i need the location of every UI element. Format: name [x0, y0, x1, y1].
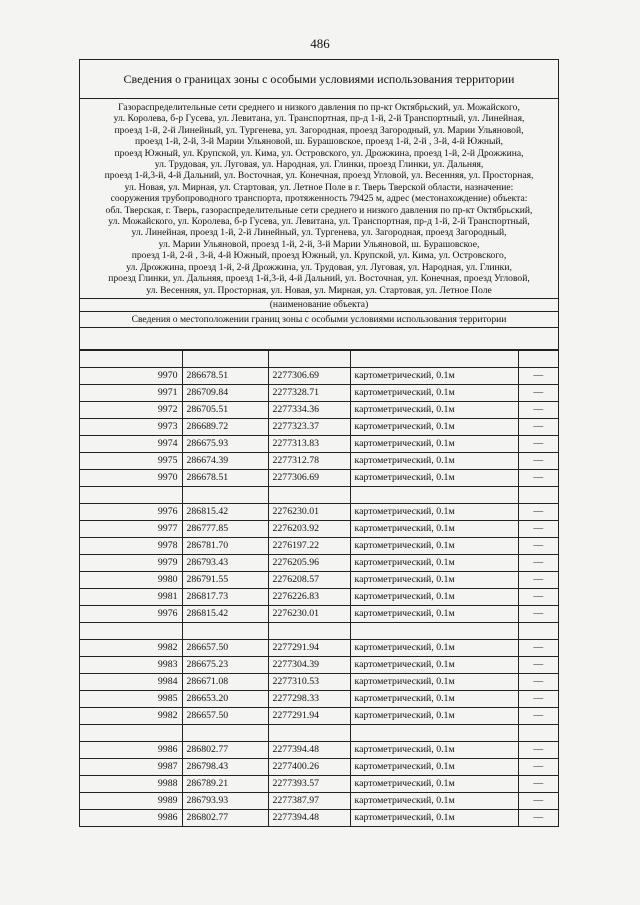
y-coordinate: 2276203.92: [268, 520, 350, 537]
x-coordinate: 286793.93: [182, 792, 268, 809]
method-cell: картометрический, 0.1м: [350, 520, 518, 537]
method-cell: картометрический, 0.1м: [350, 690, 518, 707]
point-number: 9981: [80, 588, 182, 605]
point-number: 9983: [80, 656, 182, 673]
table-row: [80, 435, 558, 452]
description-line: ул. Можайского, ул. Королева, б-р Гусева, ул. Левитана, ул. Транспортная, пр-д 1-й, 2-й Транспортный,: [108, 216, 530, 228]
x-coordinate: 286709.84: [182, 384, 268, 401]
empty-cell: [182, 622, 268, 639]
point-number: 9975: [80, 452, 182, 469]
point-number: 9979: [80, 554, 182, 571]
dash-cell: —: [518, 758, 558, 775]
dash-cell: —: [518, 690, 558, 707]
point-number: 9973: [80, 418, 182, 435]
object-name-caption: (наименование объекта): [80, 299, 558, 312]
dash-cell: —: [518, 588, 558, 605]
dash-cell: —: [518, 418, 558, 435]
y-coordinate: 2277328.71: [268, 384, 350, 401]
description-line: ул. Новая, ул. Мирная, ул. Стартовая, ул. Летное Поле в г. Тверь Тверской области, назначение:: [124, 181, 514, 193]
x-coordinate: 286798.43: [182, 758, 268, 775]
y-coordinate: 2277323.37: [268, 418, 350, 435]
empty-cell: [80, 622, 182, 639]
y-coordinate: 2277387.97: [268, 792, 350, 809]
method-cell: картометрический, 0.1м: [350, 656, 518, 673]
method-cell: картометрический, 0.1м: [350, 384, 518, 401]
dash-cell: —: [518, 554, 558, 571]
x-coordinate: 286791.55: [182, 571, 268, 588]
y-coordinate: 2277334.36: [268, 401, 350, 418]
description-line: ул. Трудовая, ул. Луговая, ул. Народная, ул. Глинки, проезд Глинки, ул. Дальняя,: [154, 159, 484, 171]
table-row: [80, 554, 558, 571]
point-number: 9985: [80, 690, 182, 707]
table-row: [80, 367, 558, 384]
dash-cell: —: [518, 537, 558, 554]
table-row: [80, 571, 558, 588]
description-line: проезд 1-й, 2-й, 3-й Марии Ульяновой, ш. Бурашовское, проезд 1-й, 2-й , 3-й, 4-й Южный,: [134, 136, 504, 148]
point-number: 9987: [80, 758, 182, 775]
header-spacer: [80, 328, 558, 350]
y-coordinate: 2277291.94: [268, 639, 350, 656]
point-number: 9974: [80, 435, 182, 452]
table-row: [80, 503, 558, 520]
dash-cell: —: [518, 656, 558, 673]
dash-cell: —: [518, 809, 558, 826]
method-cell: картометрический, 0.1м: [350, 537, 518, 554]
x-coordinate: 286675.23: [182, 656, 268, 673]
form-title: Сведения о границах зоны с особыми условиями использования территории: [80, 60, 558, 99]
location-caption: Сведения о местоположении границ зоны с особыми условиями использования территории: [80, 312, 558, 328]
method-cell: картометрический, 0.1м: [350, 639, 518, 656]
y-coordinate: 2276205.96: [268, 554, 350, 571]
x-coordinate: 286802.77: [182, 741, 268, 758]
empty-cell: [350, 724, 518, 741]
dash-cell: —: [518, 401, 558, 418]
method-cell: картометрический, 0.1м: [350, 792, 518, 809]
dash-cell: —: [518, 384, 558, 401]
blank-row: [80, 350, 558, 367]
dash-cell: —: [518, 741, 558, 758]
table-row: [80, 673, 558, 690]
empty-cell: [182, 724, 268, 741]
x-coordinate: 286678.51: [182, 469, 268, 486]
table-row: [80, 741, 558, 758]
description-line: ул. Дрожжина, проезд 1-й, 2-й Дрожжина, ул. Трудовая, ул. Луговая, ул. Народная, ул. Глинки,: [126, 261, 512, 273]
method-cell: картометрический, 0.1м: [350, 401, 518, 418]
empty-cell: [350, 486, 518, 503]
table-row: [80, 452, 558, 469]
description-line: проезд Южный, ул. Крупской, ул. Кима, ул. Островского, ул. Дрожжина, проезд 1-й, 2-й Дрожжина,: [114, 147, 524, 159]
method-cell: картометрический, 0.1м: [350, 707, 518, 724]
description-line: ул. Линейная, проезд 1-й, 2-й Линейный, ул. Тургенева, ул. Загородная, проезд Загородный,: [131, 227, 507, 239]
table-row: [80, 690, 558, 707]
x-coordinate: 286689.72: [182, 418, 268, 435]
description-line: Газораспределительные сети среднего и низкого давления по пр-кт Октябрьский, ул. Можайского,: [118, 102, 520, 113]
page-number: 486: [310, 36, 330, 51]
description-line: проезд 1-й, 2-й Линейный, ул. Тургенева, ул. Загородная, проезд Загородный, ул. Марии Ульяновой,: [114, 124, 524, 136]
dash-cell: —: [518, 639, 558, 656]
x-coordinate: 286705.51: [182, 401, 268, 418]
x-coordinate: 286653.20: [182, 690, 268, 707]
method-cell: картометрический, 0.1м: [350, 605, 518, 622]
empty-cell: [182, 350, 268, 367]
method-cell: картометрический, 0.1м: [350, 775, 518, 792]
x-coordinate: 286815.42: [182, 503, 268, 520]
table-row: [80, 775, 558, 792]
empty-cell: [518, 724, 558, 741]
y-coordinate: 2277312.78: [268, 452, 350, 469]
x-coordinate: 286678.51: [182, 367, 268, 384]
point-number: 9976: [80, 605, 182, 622]
empty-cell: [80, 486, 182, 503]
table-row: [80, 401, 558, 418]
empty-cell: [518, 622, 558, 639]
dash-cell: —: [518, 367, 558, 384]
empty-cell: [80, 350, 182, 367]
x-coordinate: 286675.93: [182, 435, 268, 452]
empty-cell: [268, 724, 350, 741]
y-coordinate: 2276208.57: [268, 571, 350, 588]
dash-cell: —: [518, 792, 558, 809]
description-line: ул. Весенняя, ул. Просторная, ул. Новая, ул. Мирная, ул. Стартовая, ул. Летное Поле: [146, 284, 492, 296]
description-line: проезд Глинки, ул. Дальняя, проезд 1-й,3-й, 4-й Дальний, ул. Восточная, ул. Конечная, проезд Угловой,: [108, 273, 530, 285]
coordinates-table: [80, 350, 558, 827]
x-coordinate: 286793.43: [182, 554, 268, 571]
point-number: 9972: [80, 401, 182, 418]
x-coordinate: 286657.50: [182, 639, 268, 656]
point-number: 9982: [80, 707, 182, 724]
y-coordinate: 2277394.48: [268, 809, 350, 826]
dash-cell: —: [518, 452, 558, 469]
table-row: [80, 469, 558, 486]
table-row: [80, 758, 558, 775]
x-coordinate: 286815.42: [182, 605, 268, 622]
y-coordinate: 2277393.57: [268, 775, 350, 792]
method-cell: картометрический, 0.1м: [350, 571, 518, 588]
dash-cell: —: [518, 707, 558, 724]
method-cell: картометрический, 0.1м: [350, 435, 518, 452]
table-row: [80, 707, 558, 724]
table-row: [80, 537, 558, 554]
empty-cell: [268, 622, 350, 639]
point-number: 9970: [80, 469, 182, 486]
y-coordinate: 2277306.69: [268, 367, 350, 384]
method-cell: картометрический, 0.1м: [350, 554, 518, 571]
empty-cell: [80, 724, 182, 741]
dash-cell: —: [518, 673, 558, 690]
y-coordinate: 2277313.83: [268, 435, 350, 452]
dash-cell: —: [518, 571, 558, 588]
point-number: 9971: [80, 384, 182, 401]
table-row: [80, 656, 558, 673]
blank-row: [80, 622, 558, 639]
y-coordinate: 2276230.01: [268, 605, 350, 622]
table-row: [80, 639, 558, 656]
y-coordinate: 2277304.39: [268, 656, 350, 673]
table-row: [80, 520, 558, 537]
method-cell: картометрический, 0.1м: [350, 503, 518, 520]
zone-boundary-form: [79, 59, 559, 827]
y-coordinate: 2277394.48: [268, 741, 350, 758]
method-cell: картометрический, 0.1м: [350, 673, 518, 690]
point-number: 9986: [80, 741, 182, 758]
table-row: [80, 792, 558, 809]
empty-cell: [350, 622, 518, 639]
x-coordinate: 286777.85: [182, 520, 268, 537]
empty-cell: [518, 486, 558, 503]
empty-cell: [518, 350, 558, 367]
dash-cell: —: [518, 605, 558, 622]
table-row: [80, 588, 558, 605]
point-number: 9986: [80, 809, 182, 826]
point-number: 9984: [80, 673, 182, 690]
object-description: [80, 99, 558, 299]
point-number: 9982: [80, 639, 182, 656]
x-coordinate: 286674.39: [182, 452, 268, 469]
y-coordinate: 2277298.33: [268, 690, 350, 707]
y-coordinate: 2276230.01: [268, 503, 350, 520]
method-cell: картометрический, 0.1м: [350, 452, 518, 469]
x-coordinate: 286781.70: [182, 537, 268, 554]
table-row: [80, 384, 558, 401]
dash-cell: —: [518, 469, 558, 486]
point-number: 9976: [80, 503, 182, 520]
empty-cell: [182, 486, 268, 503]
y-coordinate: 2277310.53: [268, 673, 350, 690]
table-row: [80, 418, 558, 435]
x-coordinate: 286802.77: [182, 809, 268, 826]
point-number: 9977: [80, 520, 182, 537]
blank-row: [80, 486, 558, 503]
description-line: обл. Тверская, г. Тверь, газораспределительные сети среднего и низкого давления по пр-кт Октябрьский,: [105, 204, 533, 216]
y-coordinate: 2277400.26: [268, 758, 350, 775]
method-cell: картометрический, 0.1м: [350, 418, 518, 435]
description-line: ул. Марии Ульяновой, проезд 1-й, 2-й, 3-й Марии Ульяновой, ш. Бурашовское,: [158, 238, 480, 250]
table-row: [80, 605, 558, 622]
x-coordinate: 286789.21: [182, 775, 268, 792]
empty-cell: [350, 350, 518, 367]
point-number: 9978: [80, 537, 182, 554]
method-cell: картометрический, 0.1м: [350, 469, 518, 486]
method-cell: картометрический, 0.1м: [350, 367, 518, 384]
dash-cell: —: [518, 520, 558, 537]
empty-cell: [268, 350, 350, 367]
method-cell: картометрический, 0.1м: [350, 809, 518, 826]
empty-cell: [268, 486, 350, 503]
description-line: ул. Королева, б-р Гусева, ул. Левитана, ул. Транспортная, пр-д 1-й, 2-й Транспортный, ул. Линейная,: [113, 113, 525, 125]
point-number: 9988: [80, 775, 182, 792]
point-number: 9980: [80, 571, 182, 588]
dash-cell: —: [518, 775, 558, 792]
point-number: 9970: [80, 367, 182, 384]
x-coordinate: 286671.08: [182, 673, 268, 690]
point-number: 9989: [80, 792, 182, 809]
description-line: проезд 1-й, 2-й , 3-й, 4-й Южный, проезд Южный, ул. Крупской, ул. Кима, ул. Островского,: [131, 250, 507, 262]
x-coordinate: 286817.73: [182, 588, 268, 605]
y-coordinate: 2276197.22: [268, 537, 350, 554]
x-coordinate: 286657.50: [182, 707, 268, 724]
description-line: сооружения трубопроводного транспорта, протяженность 79425 м, адрес (местонахождение) объекта:: [110, 193, 528, 205]
description-line: проезд 1-й,3-й, 4-й Дальний, ул. Восточная, ул. Конечная, проезд Угловой, ул. Весенняя, ул. Просторная,: [104, 170, 534, 182]
blank-row: [80, 724, 558, 741]
method-cell: картометрический, 0.1м: [350, 758, 518, 775]
method-cell: картометрический, 0.1м: [350, 588, 518, 605]
table-row: [80, 809, 558, 826]
y-coordinate: 2277291.94: [268, 707, 350, 724]
dash-cell: —: [518, 503, 558, 520]
method-cell: картометрический, 0.1м: [350, 741, 518, 758]
y-coordinate: 2276226.83: [268, 588, 350, 605]
dash-cell: —: [518, 435, 558, 452]
y-coordinate: 2277306.69: [268, 469, 350, 486]
